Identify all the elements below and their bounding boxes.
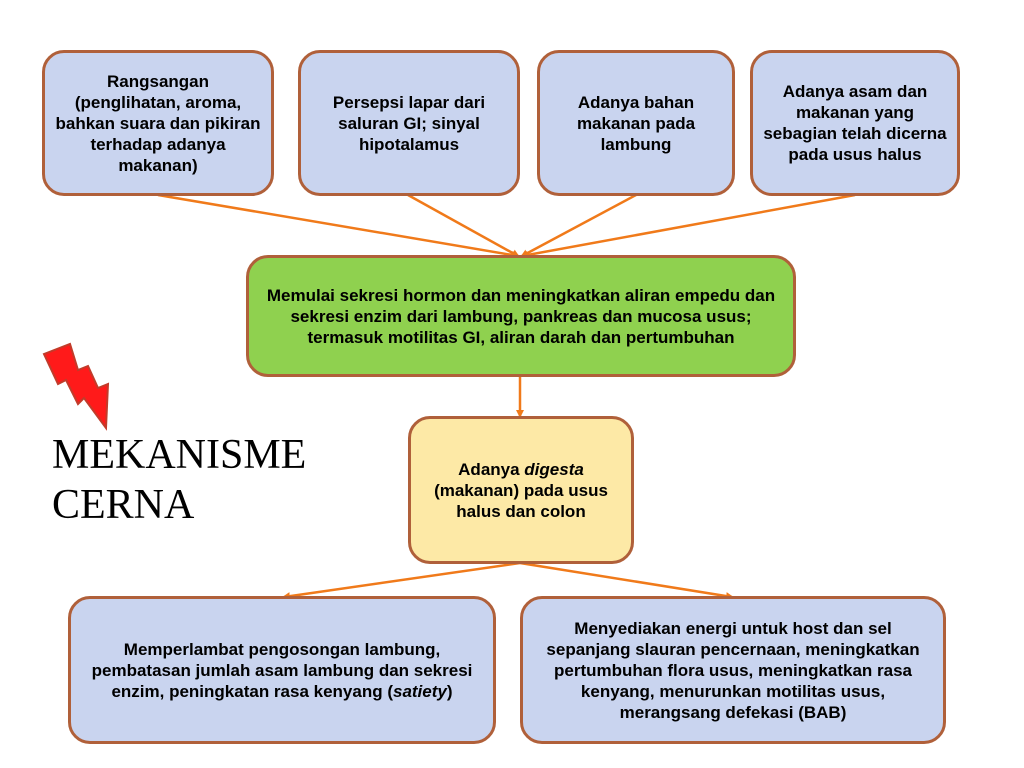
box-digesta-suffix: (makanan) pada usus halus dan colon: [434, 480, 608, 521]
box-digesta-text: [429, 459, 613, 522]
box-food-in-stomach-text: Adanya bahan makanan pada lambung: [576, 92, 696, 154]
box-slow-emptying-italic: satiety: [392, 681, 447, 701]
title-line-1: MEKANISME: [52, 432, 307, 478]
arrow-center-to-bottom-left: [284, 563, 520, 597]
box-hunger-perception: [298, 50, 520, 196]
arrow-top3-to-middle: [522, 195, 636, 256]
box-slow-emptying-text: [89, 639, 475, 702]
box-slow-emptying-prefix: Memperlambat pengosongan lambung, pembatasan jumlah asam lambung dan sekresi enzim, peningkatan rasa kenyang (: [91, 639, 473, 701]
box-acid-in-intestine: [750, 50, 960, 196]
box-hormone-secretion-text: Memulai sekresi hormon dan meningkatkan aliran empedu dan sekresi enzim dari lambung, pankreas dan mucosa usus; termasuk motilitas GI, aliran darah dan pertumbuhan: [266, 285, 776, 347]
box-stimuli-text: Rangsangan (penglihatan, aroma, bahkan suara dan pikiran terhadap adanya makanan): [55, 71, 261, 175]
arrow-top4-to-middle: [522, 195, 855, 256]
title-line-2: CERNA: [52, 482, 195, 528]
box-acid-in-intestine-text: Adanya asam dan makanan yang sebagian telah dicerna pada usus halus: [763, 82, 947, 164]
arrow-center-to-bottom-right: [520, 563, 732, 597]
box-energy-supply-text: Menyediakan energi untuk host dan sel sepanjang slauran pencernaan, meningkatkan pertumbuhan flora usus, meningkatkan rasa kenyang, menurunkan motilitas usus, merangsang defekasi (BAB): [546, 618, 920, 722]
box-slow-emptying-suffix: ): [446, 681, 453, 701]
box-digesta-prefix: Adanya: [458, 459, 525, 479]
box-slow-emptying: [68, 596, 496, 744]
box-food-in-stomach: [537, 50, 735, 196]
lightning-bolt-icon: [36, 340, 116, 435]
box-hormone-secretion: [246, 255, 796, 377]
box-stimuli: [42, 50, 274, 196]
box-digesta-italic: digesta: [524, 459, 584, 479]
box-digesta: [408, 416, 634, 564]
box-hunger-perception-text: Persepsi lapar dari saluran GI; sinyal hipotalamus: [332, 92, 486, 154]
diagram-title: [52, 430, 306, 530]
box-energy-supply: [520, 596, 946, 744]
